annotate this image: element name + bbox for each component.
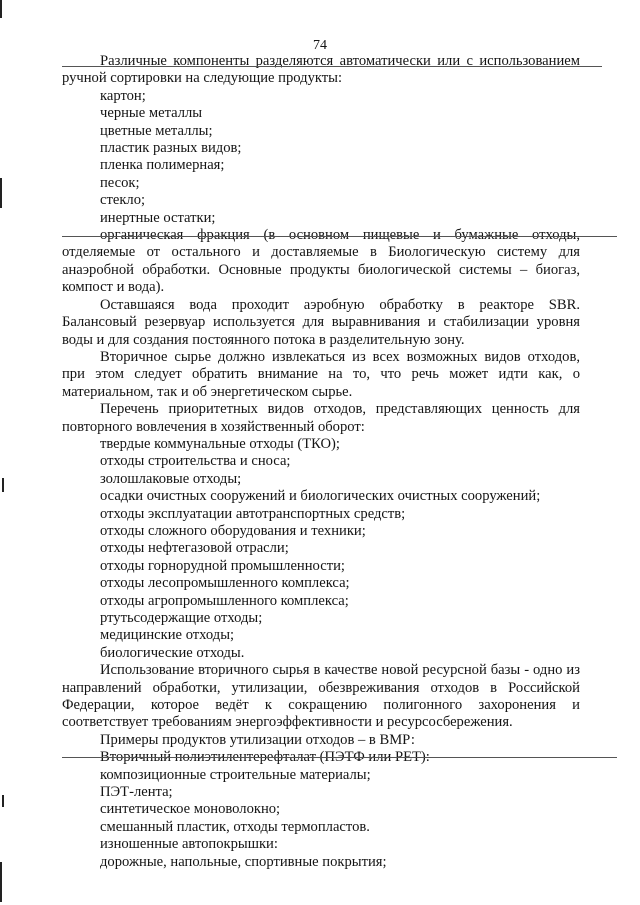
paragraph: Вторичное сырье должно извлекаться из всех возможных видов отходов, при этом следует обратить внимание на то, что речь может идти как, о материальном, так и об энергетическом сырье. [62, 348, 580, 400]
scan-margin-mark [0, 0, 2, 18]
list-item: ртутьсодержащие отходы; [100, 610, 263, 626]
list-item: Вторичный полиэтилентерефталат (ПЭТФ или PET): [100, 749, 430, 766]
list-item: синтетическое моноволокно; [100, 801, 281, 818]
paragraph: Использование вторичного сырья в качестве новой ресурсной базы - одно из направлений обработки, утилизации, обезвреживания отходов в Российской Федерации, которое ведёт к сокращению полигонного захоронения и соответствует требованиям энергоэффективности и ресурсосбережения. [62, 662, 580, 731]
list-item: отходы лесопромышленного комплекса; [100, 575, 350, 592]
scan-rule [62, 66, 602, 67]
list-item: отходы эксплуатации автотранспортных средств; [100, 505, 406, 522]
scan-margin-mark [2, 478, 4, 492]
list-item: отходы строительства и сноса; [100, 453, 291, 470]
list-item: золошлаковые отходы; [100, 470, 242, 487]
list-item: пластик разных видов; [100, 140, 242, 157]
list-item: осадки очистных сооружений и биологических очистных сооружений; [100, 488, 541, 505]
paragraph: Примеры продуктов утилизации отходов – в ВМР: [100, 731, 415, 748]
document-body [62, 53, 580, 871]
list-item: отходы нефтегазовой отрасли; [100, 540, 289, 557]
paragraph: органическая фракция (в основном пищевые и бумажные отходы, отделяемые от остального и доставляемые в Биологическую систему для анаэробной обработки. Основные продукты биологической системы – биогаз, компост и вода). [62, 227, 580, 296]
paragraph: Перечень приоритетных видов отходов, представляющих ценность для повторного вовлечения в хозяйственный оборот: [62, 401, 580, 435]
scan-rule [62, 236, 617, 237]
scan-margin-mark [0, 178, 2, 208]
list-item: стекло; [100, 192, 146, 209]
list-item: биологические отходы. [100, 644, 245, 661]
list-item: отходы сложного оборудования и техники; [100, 522, 366, 539]
list-item: цветные металлы; [100, 122, 213, 139]
list-item: ПЭТ-лента; [100, 784, 173, 801]
list-item: изношенные автопокрышки: [100, 836, 278, 853]
list-item: твердые коммунальные отходы (ТКО); [100, 435, 340, 452]
page-number: 74 [313, 38, 327, 53]
list-item: отходы горнорудной промышленности; [100, 557, 345, 574]
list-item: песок; [100, 174, 140, 191]
list-item: дорожные, напольные, спортивные покрытия; [100, 853, 387, 870]
list-item: медицинские отходы; [100, 627, 235, 644]
paragraph: Оставшаяся вода проходит аэробную обработку в реакторе SBR. Балансовый резервуар используется для выравнивания и стабилизации уровня воды и для создания постоянного потока в разделительную зону. [62, 296, 580, 348]
list-item: картон; [100, 87, 146, 104]
list-item: черные металлы [100, 105, 203, 122]
list-item: инертные остатки; [100, 209, 216, 226]
list-item: смешанный пластик, отходы термопластов. [100, 818, 370, 835]
list-item: композиционные строительные материалы; [100, 766, 371, 783]
scan-rule [62, 757, 617, 758]
list-item: пленка полимерная; [100, 157, 225, 174]
scan-margin-mark [0, 862, 2, 902]
scan-margin-mark [2, 795, 4, 807]
list-item: отходы агропромышленного комплекса; [100, 592, 349, 609]
paragraph: Различные компоненты разделяются автоматически или с использованием ручной сортировки на следующие продукты: [62, 53, 580, 87]
